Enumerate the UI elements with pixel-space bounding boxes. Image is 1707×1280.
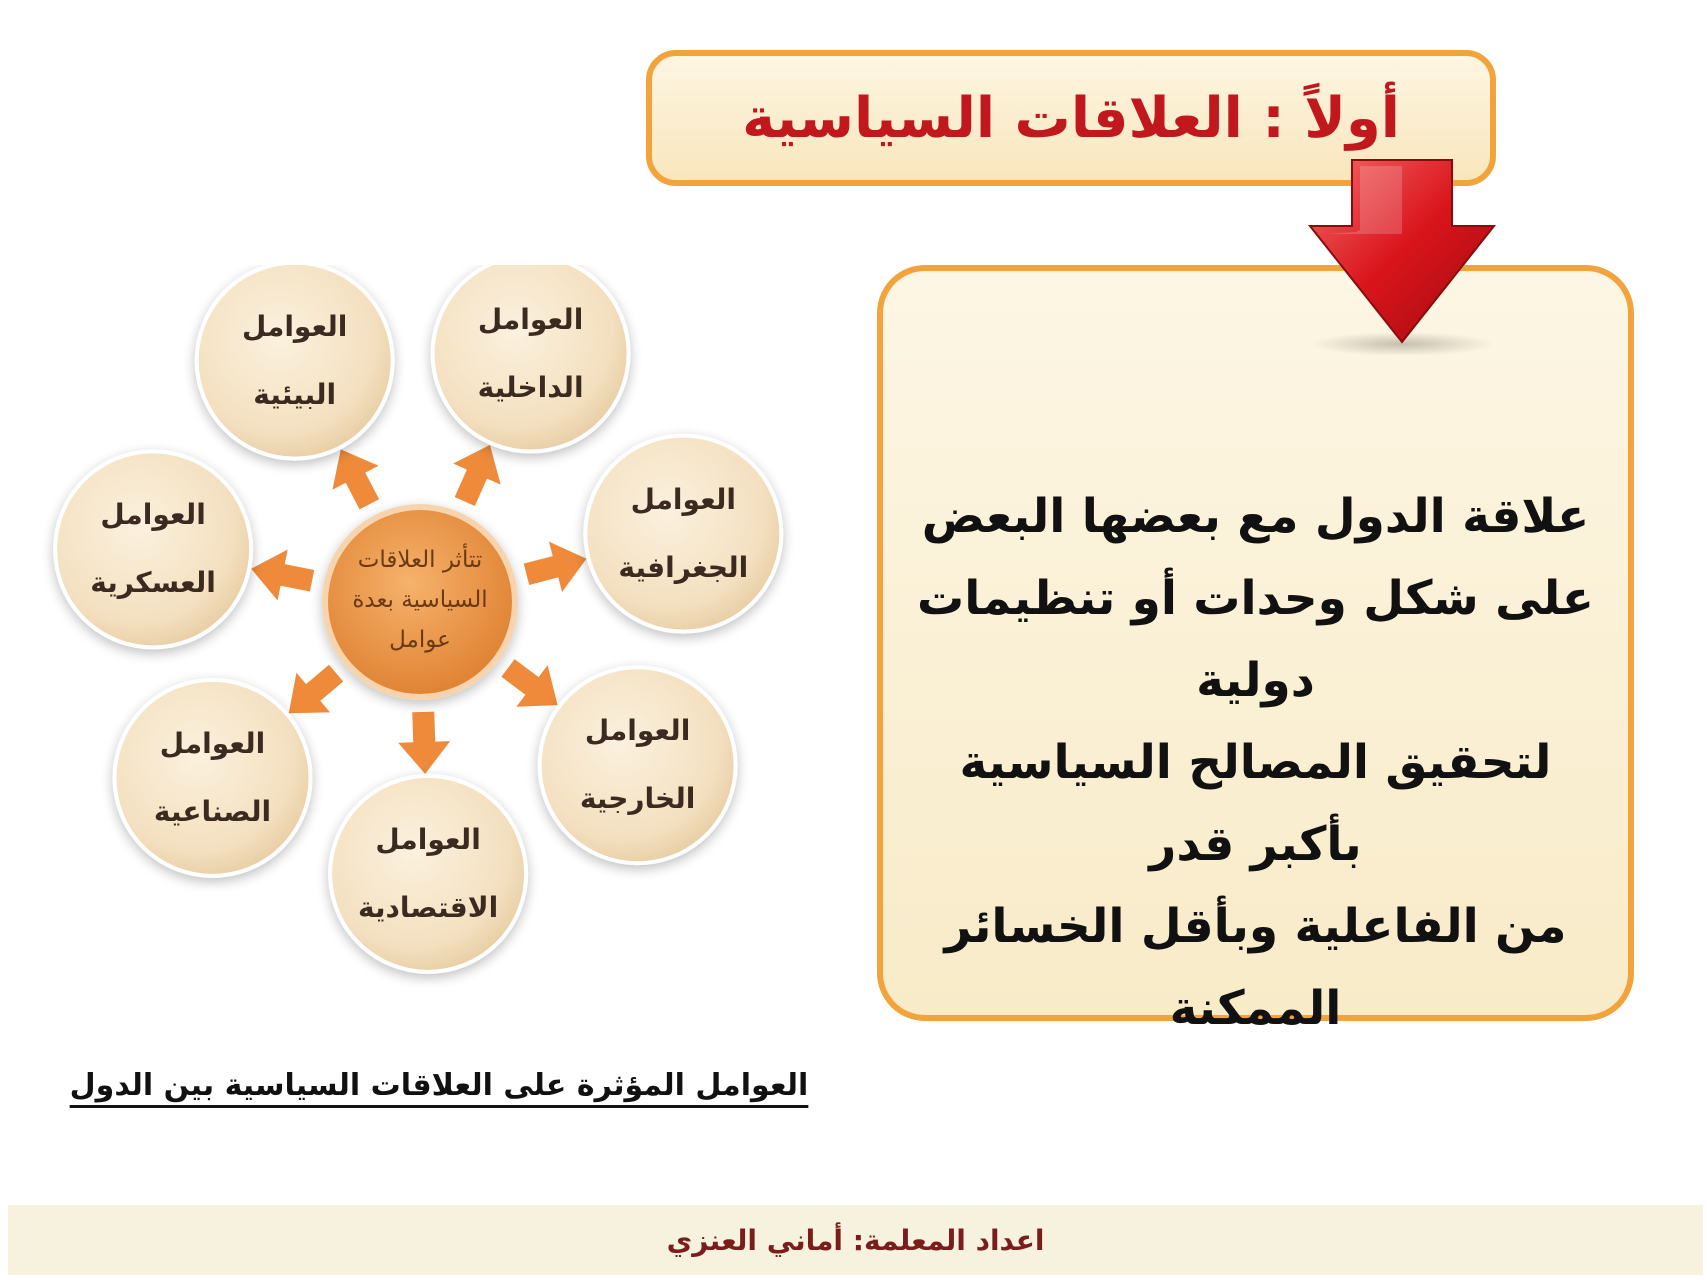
- factor-label-line1: العوامل: [241, 309, 348, 343]
- factor-label-line2: الداخلية: [477, 370, 584, 404]
- factor-label: [451, 286, 611, 422]
- factor-label-line2: العسكرية: [90, 566, 216, 600]
- factor-label-line2: الخارجية: [579, 782, 696, 816]
- center-label-line: عوامل: [389, 627, 451, 653]
- factor-arrow-icon: [520, 534, 593, 600]
- factor-label: [603, 466, 763, 602]
- definition-text: [883, 476, 1628, 1050]
- factor-label-line2: البيئية: [253, 377, 337, 411]
- definition-box: [877, 265, 1634, 1036]
- center-label: [331, 540, 509, 660]
- factor-label-line1: العوامل: [159, 726, 266, 760]
- factor-label: [558, 697, 718, 833]
- diagram-caption: العوامل المؤثرة على العلاقات السياسية بين الدول: [69, 1068, 809, 1103]
- definition-line-3: لتحقيق المصالح السياسية بأكبر قدر: [959, 735, 1552, 872]
- factor-label-line1: العوامل: [630, 482, 736, 516]
- factor-label-line2: الجغرافية: [618, 550, 749, 584]
- factor-label-line1: العوامل: [477, 302, 584, 336]
- definition-line-2: على شكل وحدات أو تنظيمات دولية: [917, 571, 1594, 708]
- down-arrow-icon: [1306, 158, 1498, 358]
- factor-arrow-icon: [246, 543, 317, 606]
- factor-arrow-icon: [397, 711, 451, 775]
- factor-label-line1: العوامل: [375, 822, 481, 856]
- footer-credit: اعداد المعلمة: أماني العنزي: [666, 1223, 1045, 1257]
- factor-label-line2: الاقتصادية: [358, 890, 499, 924]
- footer-bar: [8, 1205, 1703, 1275]
- center-label-line: تتأثر العلاقات: [357, 547, 483, 573]
- factor-label: [348, 806, 508, 942]
- definition-line-1: علاقة الدول مع بعضها البعض: [921, 489, 1590, 544]
- slide-title: أولاً : العلاقات السياسية: [742, 85, 1400, 151]
- factor-label: [73, 481, 233, 617]
- definition-line-4: من الفاعلية وبأقل الخسائر الممكنة: [944, 899, 1567, 1036]
- factor-label-line2: الصناعية: [153, 794, 272, 828]
- factor-label-line1: العوامل: [584, 714, 691, 748]
- factor-label: [133, 710, 293, 846]
- factor-label: [215, 293, 375, 429]
- factors-diagram: [40, 265, 840, 1065]
- center-label-line: السياسية بعدة: [352, 587, 488, 613]
- factor-label-line1: العوامل: [100, 498, 206, 532]
